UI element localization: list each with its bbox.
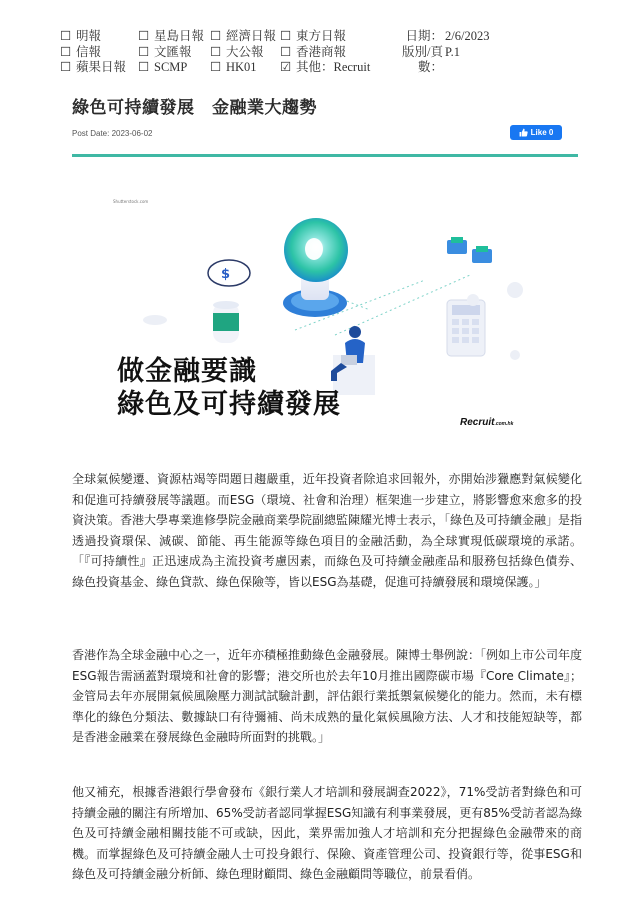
clipping-meta — [387, 29, 489, 76]
thumbs-up-icon — [519, 128, 528, 137]
post-date: Post Date: 2023-06-02 — [72, 129, 153, 138]
source-item-other-recruit: ☑ 其他：Recruit — [280, 60, 371, 74]
body-paragraph-3: 他又補充，根據香港銀行學會發布《銀行業人才培訓和發展調查2022》，71%受訪者對綠色和可持續金融的關注有所增加、65%受訪者認同掌握ESG知識有利事業發展，更有85%受訪者認為綠色及可持續金融相關技能不可或缺，因此，業界需加強人才培訓和充分把握綠色金融帶來的商機。而掌握綠色及可持續金融人士可投身銀行、保險、資產管理公司、投資銀行等，從事ESG和綠色及可持續金融分析師、綠色理財顧問、綠色金融顧問等職位，前景看俏。 — [72, 785, 582, 881]
date-row — [387, 29, 489, 45]
source-item-apple-daily: ☐ 蘋果日報 — [60, 60, 127, 74]
image-credit: Shutterstock.com — [113, 199, 149, 204]
date-value: 2/6/2023 — [445, 29, 490, 43]
checked-checkbox-icon: ☑ — [280, 60, 292, 74]
body-paragraph-1: 全球氣候變遷、資源枯竭等問題日趨嚴重，近年投資者除追求回報外，亦開始涉獵應對氣候變化和促進可持續發展等議題。而ESG（環境、社會和治理）框架進一步建立，將影響愈來愈多的投資決策。香港大學專業進修學院金融商業學院副總監陳耀光博士表示，「綠色及可持續金融」是指透過投資環保、減碳、節能、再生能源等綠色項目的金融活動，為全球實現低碳環境的承諾。「『可持續性』正迅速成為主流投資考慮因素，而綠色及可持續金融產品和服務包括綠色債券、綠色投資基金、綠色貸款、綠色保險等，皆以ESG為基礎，促進可持續發展和環境保護。」 — [72, 472, 583, 589]
page-value: P.1 — [445, 44, 460, 59]
checkbox-icon: ☐ — [60, 44, 72, 59]
checkbox-icon: ☐ — [210, 60, 222, 74]
hero-headline-line-2: 綠色及可持續發展 — [117, 389, 341, 420]
checkbox-icon: ☐ — [138, 29, 150, 43]
date-label: 日期： — [405, 29, 443, 43]
facebook-like-button[interactable] — [510, 125, 562, 140]
checkbox-icon: ☐ — [280, 29, 292, 43]
checkbox-icon: ☐ — [280, 44, 292, 59]
source-item-hket: ☐ 經濟日報 — [210, 29, 277, 43]
source-item-wen-wei-po: ☐ 文匯報 — [138, 44, 192, 59]
source-row — [60, 60, 400, 76]
source-item-ming-pao: ☐ 明報 — [60, 29, 102, 43]
source-item-hk-commercial-daily: ☐ 香港商報 — [280, 44, 347, 59]
page-label: 版別/頁數： — [402, 44, 443, 74]
source-checklist — [60, 29, 400, 76]
checkbox-icon: ☐ — [60, 60, 72, 74]
svg-text:$: $ — [221, 267, 231, 282]
checkbox-icon: ☐ — [138, 60, 150, 74]
source-row — [60, 29, 400, 45]
hero-headline — [117, 355, 341, 421]
hero-image — [105, 185, 575, 435]
checkbox-icon: ☐ — [138, 44, 150, 59]
body-paragraph-2: 香港作為全球金融中心之一，近年亦積極推動綠色金融發展。陳博士舉例說：「例如上市公司年度ESG報告需涵蓋對環境和社會的影響；港交所也於去年10月推出國際碳市場『Core Climate』；金管局去年亦展開氣候風險壓力測試試驗計劃，評估銀行業抵禦氣候變化的能力。然而，未有標準化的綠色分類法、數據缺口有待彌補、尚未成熟的量化氣候風險方法、人才和技能短缺等，都是香港金融業在發展綠色金融時所面對的挑戰。」 — [72, 648, 583, 744]
hero-headline-line-1: 做金融要識 — [117, 356, 257, 387]
title-divider — [72, 154, 578, 157]
source-item-hk01: ☐ HK01 — [210, 60, 257, 74]
source-item-ta-kung-pao: ☐ 大公報 — [210, 44, 264, 59]
article-title: 綠色可持續發展 金融業大趨勢 — [72, 98, 317, 118]
checkbox-icon: ☐ — [210, 29, 222, 43]
checkbox-icon: ☐ — [210, 44, 222, 59]
like-label: Like 0 — [530, 128, 554, 137]
source-item-scmp: ☐ SCMP — [138, 60, 188, 74]
checkbox-icon: ☐ — [60, 29, 72, 43]
page-row — [387, 45, 489, 76]
source-item-sing-tao: ☐ 星島日報 — [138, 29, 205, 43]
source-item-hkej: ☐ 信報 — [60, 44, 102, 59]
recruit-logo: Recruit.com.hk — [460, 417, 514, 428]
source-item-oriental-daily: ☐ 東方日報 — [280, 29, 347, 43]
source-row — [60, 45, 400, 61]
